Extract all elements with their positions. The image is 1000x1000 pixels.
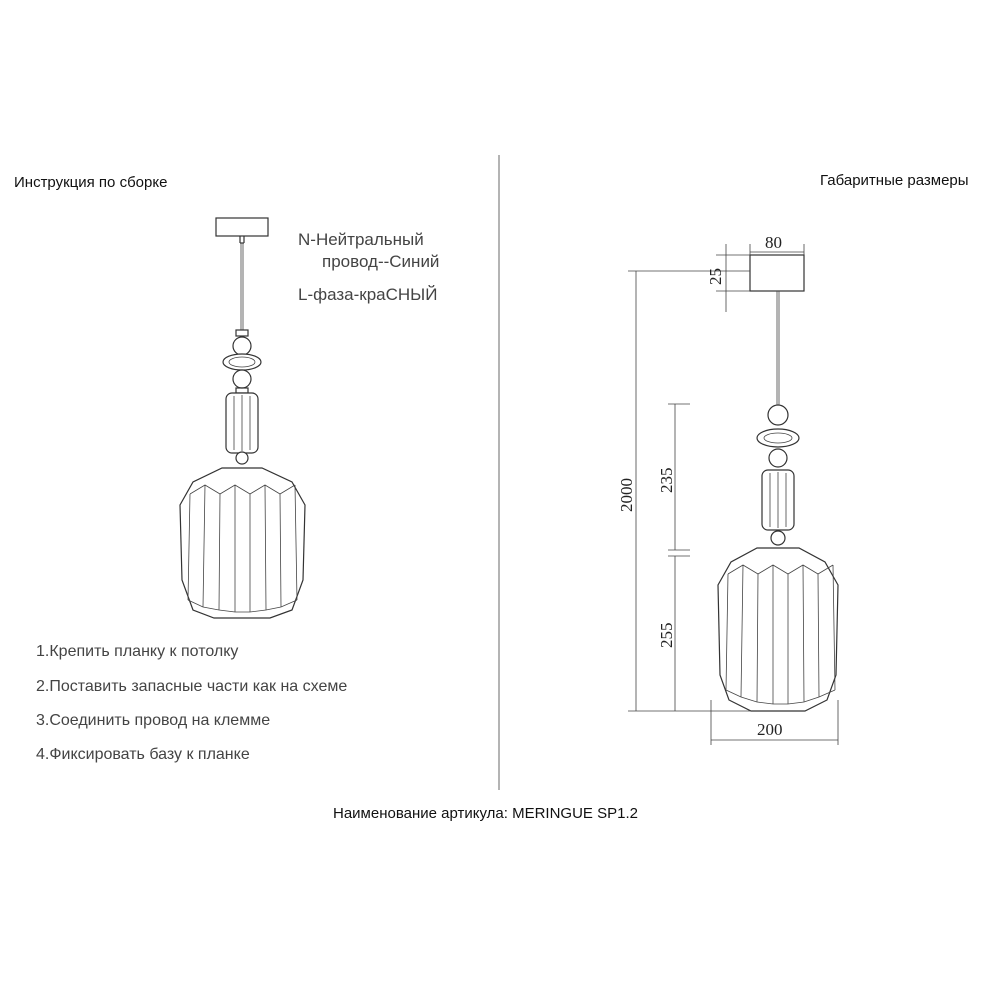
dimensions-title: Габаритные размеры	[820, 172, 969, 189]
step-3: 3.Соединить провод на клемме	[36, 712, 271, 729]
dim-shade-height: 255	[657, 622, 676, 648]
phase-wire-label: L-фаза-краСНЫЙ	[298, 285, 438, 304]
neutral-wire-label-2: провод--Синий	[322, 252, 440, 271]
dim-canopy-width: 80	[765, 233, 782, 252]
dim-total-height: 2000	[617, 478, 636, 512]
dim-decor-height: 235	[657, 467, 676, 493]
canopy-dimensioned	[750, 255, 804, 291]
article-name: Наименование артикула: MERINGUE SP1.2	[333, 805, 638, 822]
dim-canopy-height: 25	[706, 268, 725, 285]
assembly-lamp-drawing	[180, 218, 305, 618]
assembly-title: Инструкция по сборке	[14, 174, 168, 191]
dimension-lamp-drawing	[718, 255, 838, 711]
dim-shade-width: 200	[757, 720, 783, 739]
step-2: 2.Поставить запасные части как на схеме	[36, 678, 348, 695]
neutral-wire-label-1: N-Нейтральный	[298, 230, 424, 249]
bead	[233, 337, 251, 355]
canopy	[216, 218, 268, 236]
step-1: 1.Крепить планку к потолку	[36, 643, 239, 660]
step-4: 4.Фиксировать базу к планке	[36, 746, 250, 763]
